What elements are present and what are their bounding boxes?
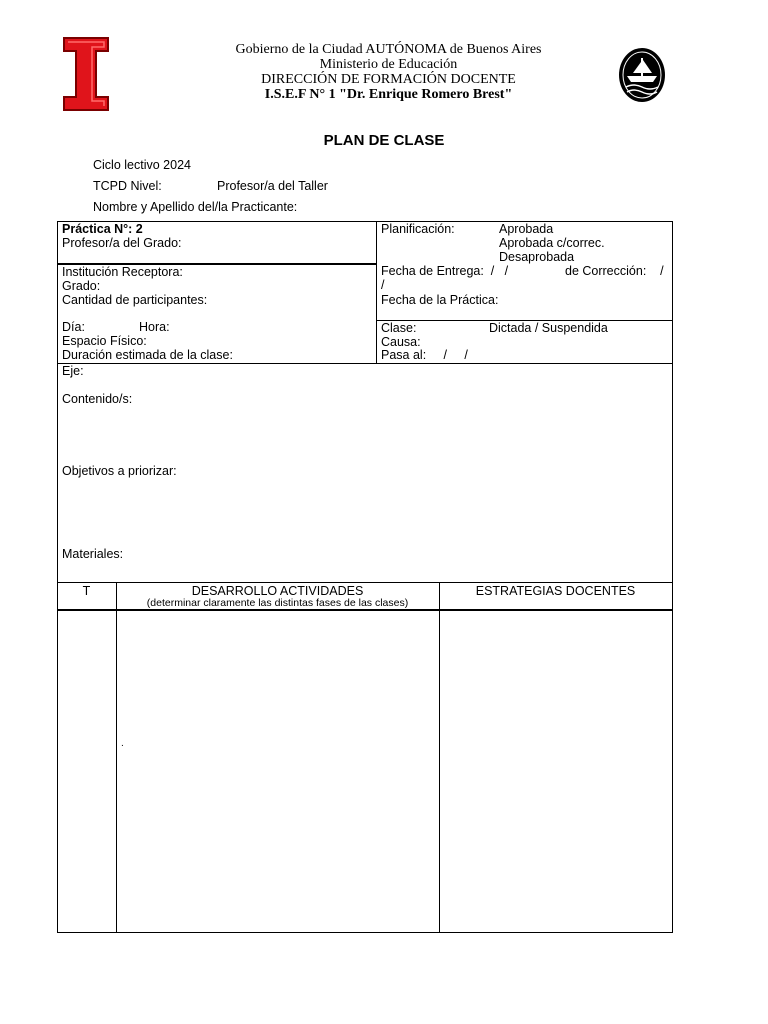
causa: Causa: (381, 335, 421, 349)
grado: Grado: (62, 279, 101, 293)
profesor-taller: Profesor/a del Taller (217, 179, 328, 193)
column-estrategias-header: ESTRATEGIAS DOCENTES (475, 584, 636, 598)
clase: Clase: (381, 321, 417, 335)
tcpd-nivel: TCPD Nivel: (93, 179, 162, 193)
institute-logo-icon (62, 36, 110, 112)
header-block (130, 42, 647, 102)
planificacion: Planificación: (381, 222, 455, 236)
materiales: Materiales: (62, 547, 124, 561)
aprobada: Aprobada (499, 222, 554, 236)
header-ministry: Ministerio de Educación (319, 57, 458, 72)
fecha-practica: Fecha de la Práctica: (381, 293, 499, 307)
aprobada-correc: Aprobada c/correc. (499, 236, 605, 250)
pasa-al: Pasa al: / / (381, 348, 468, 362)
header-government: Gobierno de la Ciudad AUTÓNOMA de Buenos Aires (235, 42, 542, 57)
correccion-slash: / (381, 278, 385, 292)
espacio-fisico: Espacio Físico: (62, 334, 147, 348)
duracion-clase: Duración estimada de la clase: (62, 348, 233, 362)
page-title: PLAN DE CLASE (323, 132, 445, 149)
institucion-receptora: Institución Receptora: (62, 265, 183, 279)
column-t-header: T (82, 584, 91, 598)
stray-dot: . (121, 738, 124, 749)
dia: Día: (62, 320, 85, 334)
desarrollo-note: (determinar claramente las distintas fases de las clases) (146, 597, 409, 609)
header-institute: I.S.E.F N° 1 "Dr. Enrique Romero Brest" (264, 87, 513, 102)
cantidad-participantes: Cantidad de participantes: (62, 293, 208, 307)
eje: Eje: (62, 364, 84, 378)
practica-numero: Práctica N°: 2 (62, 222, 143, 236)
objetivos: Objetivos a priorizar: (62, 464, 177, 478)
fecha-correccion: de Corrección: / (565, 264, 664, 278)
column-desarrollo-header: DESARROLLO ACTIVIDADES (191, 584, 364, 598)
fecha-entrega: Fecha de Entrega: / / (381, 264, 509, 278)
dictada-suspendida: Dictada / Suspendida (489, 321, 608, 335)
contenidos: Contenido/s: (62, 392, 133, 406)
nombre-practicante: Nombre y Apellido del/la Practicante: (93, 200, 298, 214)
profesor-grado: Profesor/a del Grado: (62, 236, 182, 250)
ciclo-lectivo: Ciclo lectivo 2024 (93, 158, 191, 172)
header-direction: DIRECCIÓN DE FORMACIÓN DOCENTE (261, 72, 516, 87)
hora: Hora: (139, 320, 170, 334)
desaprobada: Desaprobada (499, 250, 575, 264)
